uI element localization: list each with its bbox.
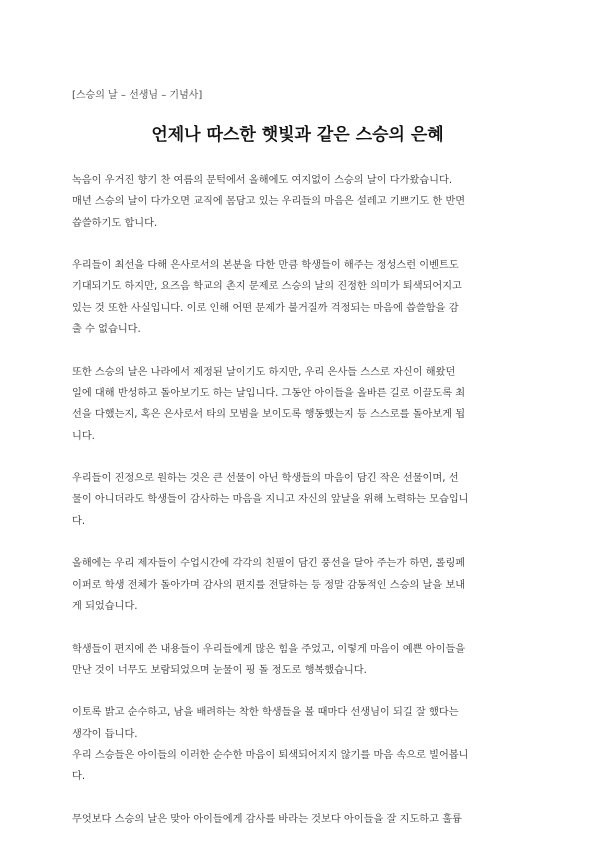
paragraph-line: 올해에는 우리 제자들이 수업시간에 각각의 친필이 담긴 풍선을 달아 주는가 하면, 롤링페 (72, 558, 466, 570)
body-paragraph (72, 639, 524, 682)
document-category: [스승의 날 – 선생님 – 기념사] (72, 90, 203, 101)
body-paragraph (72, 362, 524, 447)
paragraph-line: 있는 것 또한 사실입니다. 이로 인해 어떤 문제가 불거질까 걱정되는 마음에 씁쓸함을 감 (72, 302, 459, 314)
paragraph-line: 생각이 듭니다. (72, 728, 138, 740)
body-paragraph (72, 553, 524, 617)
paragraph-line: 기대되기도 하지만, 요즈음 학교의 촌지 문제로 스승의 날의 진정한 의미가 퇴색되어지고 (72, 281, 462, 293)
paragraph-line: 이토록 밝고 순수하고, 남을 배려하는 착한 학생들을 볼 때마다 선생님이 되길 잘 했다는 (72, 707, 459, 719)
paragraph-line: 만난 것이 너무도 보람되었으며 눈물이 핑 돌 정도로 행복했습니다. (72, 664, 367, 676)
body-paragraph (72, 809, 524, 830)
body-paragraph (72, 468, 524, 532)
document-body (72, 170, 524, 852)
body-paragraph (72, 702, 524, 787)
paragraph-line: 씁쓸하기도 합니다. (72, 217, 158, 229)
paragraph-line: 게 되었습니다. (72, 600, 138, 612)
paragraph-line: 우리 스승들은 아이들의 이러한 순수한 마음이 퇴색되어지지 않기를 마음 속으로 빌어봅니 (72, 750, 469, 762)
paragraph-line: 선을 다했는지, 혹은 은사로서 타의 모범을 보이도록 행동했는지 등 스스로를 돌아보게 됩 (72, 409, 466, 421)
body-paragraph (72, 255, 524, 340)
paragraph-line: 우리들이 최선을 다해 은사로서의 본분을 다한 만큼 학생들이 해주는 정성스런 이벤트도 (72, 260, 459, 272)
paragraph-line: 일에 대해 반성하고 돌아보기도 하는 날입니다. 그동안 아이들을 올바른 길로 이끌도록 최 (72, 387, 466, 399)
paragraph-line: 물이 아니더라도 학생들이 감사하는 마음을 지니고 자신의 앞날을 위해 노력하는 모습입니 (72, 494, 469, 506)
paragraph-line: 학생들이 편지에 쓴 내용들이 우리들에게 많은 힘을 주었고, 이렇게 마음이 예쁜 아이들을 (72, 643, 466, 655)
paragraph-line: 다. (72, 771, 86, 783)
paragraph-line: 또한 스승의 날은 나라에서 제정된 날이기도 하지만, 우리 은사들 스스로 자신이 해왔던 (72, 366, 456, 378)
paragraph-line: 무엇보다 스승의 날은 맞아 아이들에게 감사를 바라는 것보다 아이들을 잘 지도하고 훌륭 (72, 813, 462, 825)
body-paragraph (72, 170, 524, 234)
document-title: 언제나 따스한 햇빛과 같은 스승의 은혜 (151, 125, 444, 145)
paragraph-line: 니다. (72, 430, 95, 442)
paragraph-line: 출 수 없습니다. (72, 324, 141, 336)
paragraph-line: 이퍼로 학생 전체가 돌아가며 감사의 편지를 전달하는 등 정말 감동적인 스승의 날을 보내 (72, 579, 466, 591)
paragraph-line: 우리들이 진정으로 원하는 것은 큰 선물이 아닌 학생들의 마음이 담긴 작은 선물이며, 선 (72, 473, 459, 485)
paragraph-line: 다. (72, 515, 86, 527)
paragraph-line: 매년 스승의 날이 다가오면 교직에 몸담고 있는 우리들의 마음은 설레고 기쁘기도 한 반면 (72, 196, 466, 208)
paragraph-line: 녹음이 우거진 향기 찬 여름의 문턱에서 올해에도 여지없이 스승의 날이 다가왔습니다. (72, 175, 453, 186)
